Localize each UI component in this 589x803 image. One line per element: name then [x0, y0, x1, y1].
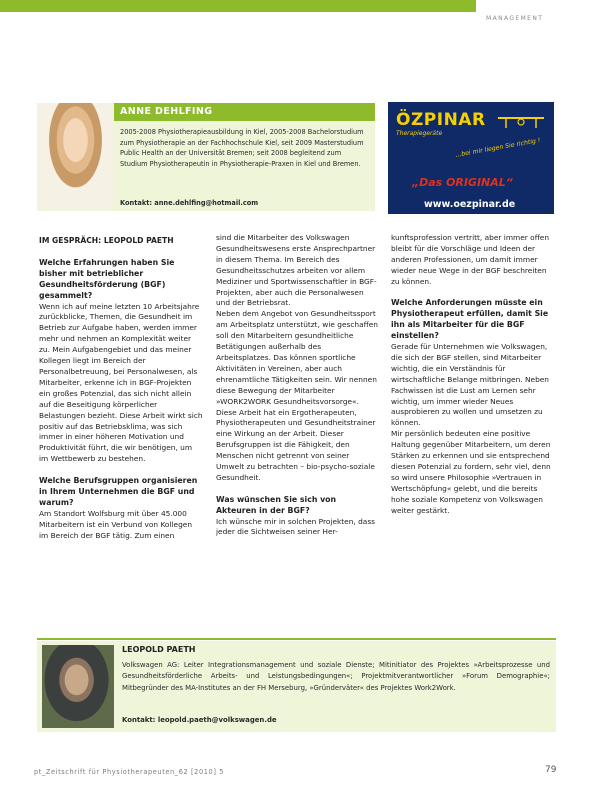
top-bar-gap	[476, 0, 589, 12]
interview-question: Welche Anforderungen müsste ein Physiotherapeut erfüllen, damit Sie ihn als Mitarbeiter für die BGF einstellen?	[391, 298, 549, 341]
article-column-3	[391, 233, 555, 517]
author-bio-leopold: Volkswagen AG: Leiter Integrationsmanagement und soziale Dienste; Mitinitiator des Projektes »Arbeitsprozesse und Gesundheitsförderliche Arbeits- und Leistungsbedingungen«; Projektmitverantwortlicher »Forum Demographie«; Mitbegründer des MA-Institutes an der FH Merseburg, »Gründerväter« des Projektes Work2Work.	[122, 661, 550, 692]
article-column-2	[216, 233, 378, 538]
interview-heading: IM GESPRÄCH: LEOPOLD PAETH	[39, 236, 174, 245]
interview-paragraph: sind die Mitarbeiter des Volkswagen Gesundheitswesens erste Ansprechpartner in diesem Thema. Im Bereich des Gesundheitsschutzes arbeiten vor allem Mediziner und Sportwissenschaftler in BGF-Projekten, aber auch die Personalwesen und der Betriebsrat.	[216, 233, 377, 308]
interview-paragraph: kunftsprofession vertritt, aber immer offen bleibt für die Vorschläge und Ideen der anderen Professionen, um damit immer wieder neue Wege in der BGF beschreiten zu können.	[391, 233, 550, 286]
author-contact-anne: Kontakt: anne.dehlfing@hotmail.com	[120, 199, 259, 207]
paragraph-gap	[39, 465, 203, 476]
author-name-anne: ANNE DEHLFING	[120, 106, 213, 117]
paragraph-gap	[216, 484, 378, 495]
interview-question: Welche Erfahrungen haben Sie bisher mit betrieblicher Gesundheitsförderung (BGF) gesammelt?	[39, 257, 175, 300]
interview-paragraph: Gerade für Unternehmen wie Volkswagen, die sich der BGF stellen, sind Mitarbeiter wichtig, die ein Verständnis für wirtschaftliche Belange mitbringen. Neben Fachwissen ist die Lust am Lernen sehr wichtig, um immer wieder Neues ausprobieren zu wollen und umsetzen zu können.	[391, 342, 549, 428]
interview-paragraph: Neben dem Angebot von Gesundheitssport am Arbeitsplatz unterstützt, wie geschaffen soll den Mitarbeitern gesundheitliche Betätigungen außerhalb des Arbeitsplatzes. Das können sportliche Aktivitäten in Vereinen, aber auch ehrenamtliche Tätigkeiten sein. Wir nennen diese Bewegung der Mitarbeiter »WORK2WORK Gesundheitsvorsorge«. Diese Arbeit hat ein Ergotherapeuten, Physiotherapeuten und Gesundheitstrainer eine Wirkung an der Arbeit. Dieser Berufsgruppen ist die Fähigkeit, den Menschen nicht getrennt von seiner Umwelt zu betrachten – bio-psycho-soziale Gesundheit.	[216, 309, 378, 482]
interview-paragraph: Mir persönlich bedeuten eine positive Haltung gegenüber Mitarbeitern, um deren Stärken zu erkennen und sie entsprechend diesen Potenzial zu fordern, sehr viel, denn so wird unsere Philosophie »Vertrauen in Wertschöpfung« gelebt, und die bereits hohe soziale Kompetenz von Volkswagen weiter gestärkt.	[391, 429, 551, 515]
author-photo-leopold	[42, 645, 114, 728]
interview-paragraph: Wenn ich auf meine letzten 10 Arbeitsjahre zurückblicke, Themen, die Gesundheit im Betrieb zur Aufgabe haben, werden immer mehr und nehmen an Komplexität weiter zu. Mein Aufgabengebiet und das meiner Kollegen liegt im Bereich der Personalbetreuung, bei Personalwesen, als Mitarbeiter, erkenne ich in BGF-Projekten ein großes Potenzial, das sich nicht allein auf die Beseitigung körperlicher Belastungen bezieht. Diese Arbeit wirkt sich positiv auf das Betriebsklima, was sich immer in einer höheren Motivation und Produktivität führt, die wir benötigen, um im Wettbewerb zu bestehen.	[39, 301, 203, 464]
section-label: MANAGEMENT	[486, 15, 544, 22]
journal-footer: pt_Zeitschrift für Physiotherapeuten_62 [2010] 5	[34, 768, 225, 776]
ad-brand-name: ÖZPINAR	[396, 110, 486, 130]
interview-paragraph: Ich wünsche mir in solchen Projekten, dass jeder die Sichtweisen seiner Her-	[216, 516, 376, 537]
interview-question: Was wünschen Sie sich von Akteuren in der BGF?	[216, 494, 337, 515]
article-column-1	[39, 236, 203, 541]
author-box-rule	[37, 638, 556, 640]
ad-slogan: ...bei mir liegen Sie richtig !	[455, 137, 541, 159]
ad-subtitle: Therapiegeräte	[396, 130, 443, 137]
paragraph-gap	[391, 288, 555, 299]
interview-paragraph: Am Standort Wolfsburg mit über 45.000 Mitarbeitern ist ein Verbund von Kollegen im Bereich der BGF tätig. Zum einen	[39, 508, 193, 540]
ad-url-link[interactable]: www.oezpinar.de	[424, 199, 516, 210]
therapy-bench-icon	[496, 112, 546, 130]
author-photo-anne	[37, 103, 114, 209]
author-contact-leopold: Kontakt: leopold.paeth@volkswagen.de	[122, 716, 277, 724]
interview-question: Welche Berufsgruppen organisieren in Ihrem Unternehmen die BGF und warum?	[39, 476, 198, 507]
author-bio-anne: 2005-2008 Physiotherapieausbildung in Kiel, 2005-2008 Bachelorstudium zum Physiotherapie an der Fachhochschule Kiel, seit 2009 Masterstudium Public Health an der Universität Bremen; seit 2008 begleitend zum Studium Physiotherapeutin in Physiotherapie-Praxen in Kiel und Bremen.	[120, 128, 364, 168]
page-number: 79	[545, 765, 557, 775]
ad-original-label: „Das ORIGINAL“	[412, 176, 513, 189]
author-name-leopold: LEOPOLD PAETH	[122, 645, 196, 654]
